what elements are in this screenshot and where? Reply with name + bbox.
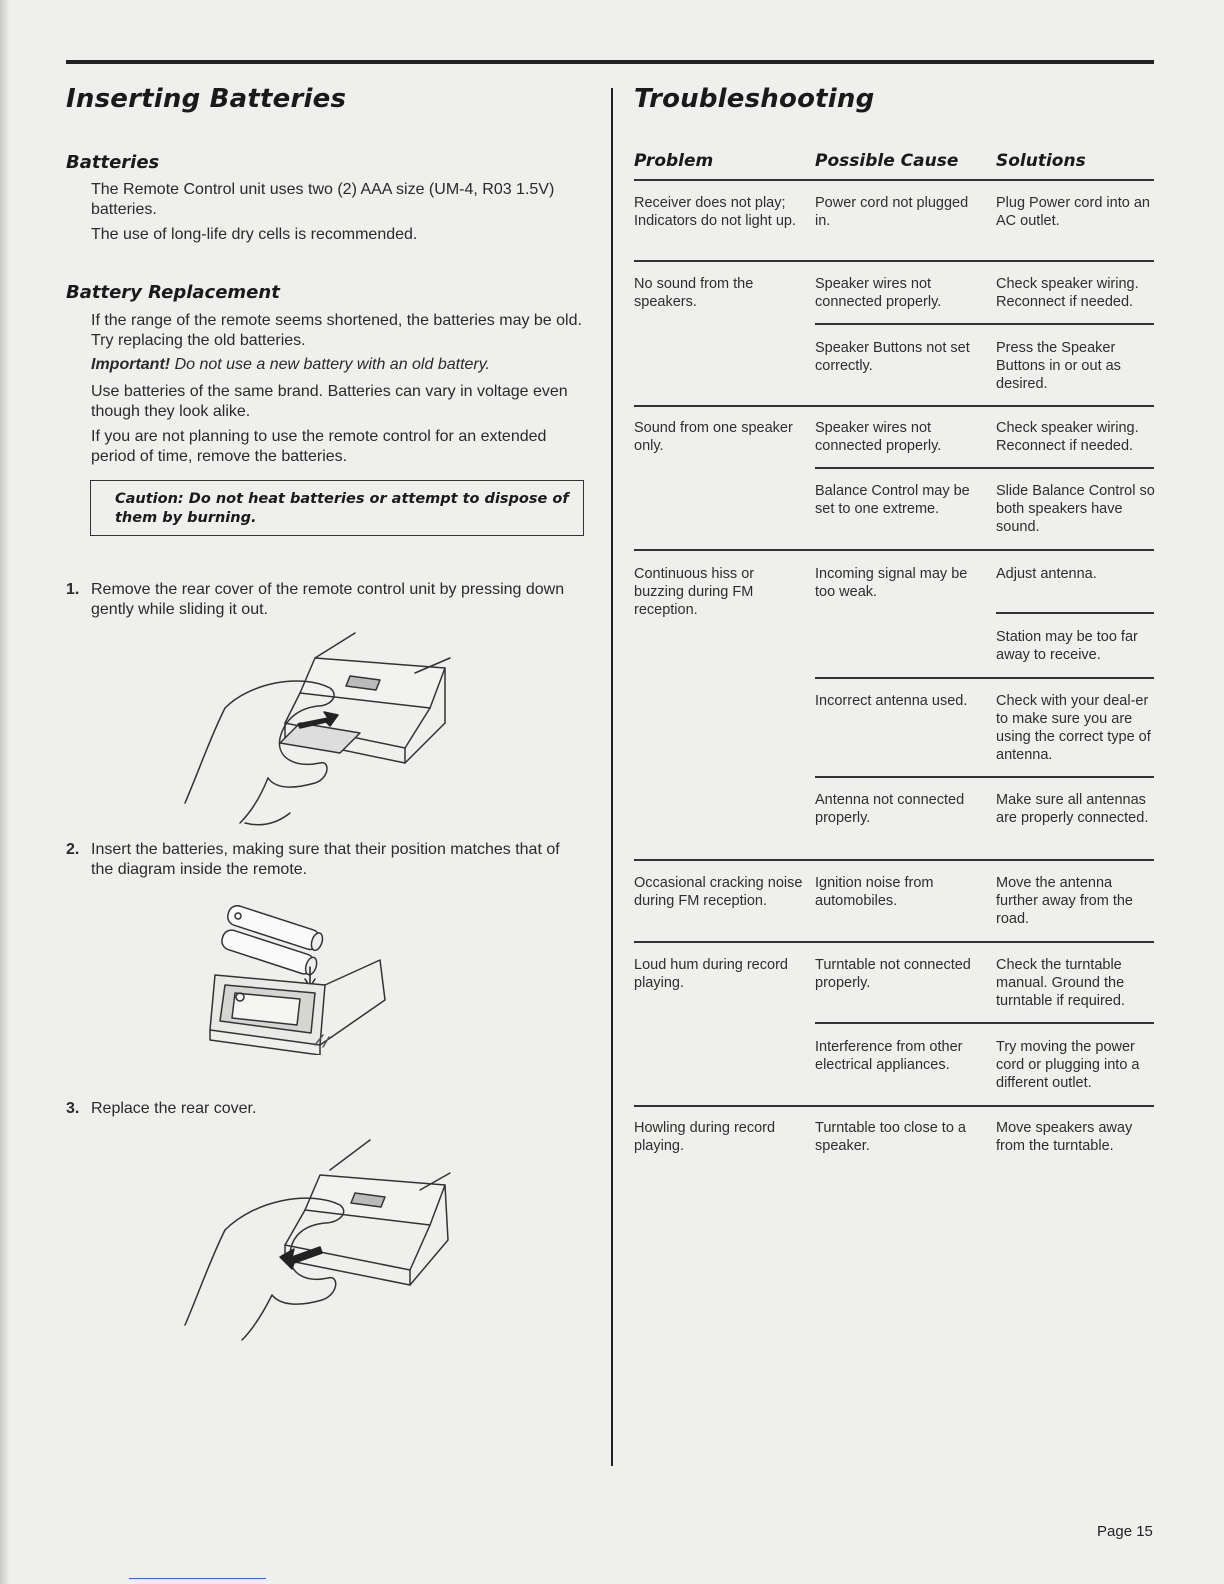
cause-cell: Speaker Buttons not set correctly. (815, 340, 970, 374)
solution-cell: Plug Power cord into an AC outlet. (996, 195, 1150, 229)
top-rule (66, 60, 1154, 64)
replacement-paragraph-1: If the range of the remote seems shortened, the batteries may be old. Try replacing the old batteries. (91, 312, 582, 349)
solution-cell: Adjust antenna. (996, 566, 1097, 582)
hand-sliding-cover-open-icon (180, 628, 460, 828)
row-divider (634, 859, 1154, 861)
cause-cell: Balance Control may be set to one extreme. (815, 483, 970, 517)
cause-cell: Turntable too close to a speaker. (815, 1120, 966, 1154)
cause-cell: Antenna not connected properly. (815, 792, 965, 826)
cause-cell: Speaker wires not connected properly. (815, 276, 942, 310)
header-rule (634, 179, 1154, 181)
sub-row-divider (815, 677, 1154, 679)
solution-cell: Check speaker wiring. Reconnect if needed. (996, 420, 1139, 454)
solution-cell: Move speakers away from the turntable. (996, 1120, 1133, 1154)
header-solutions: Solutions (996, 151, 1086, 171)
sub-row-divider (996, 612, 1154, 614)
cause-cell: Incorrect antenna used. (815, 693, 968, 709)
step-text: Replace the rear cover. (91, 1100, 257, 1117)
sub-row-divider (815, 1022, 1154, 1024)
step-text: Insert the batteries, making sure that their position matches that of the diagram inside the remote. (91, 841, 560, 878)
caution-box (90, 480, 584, 536)
solution-cell: Press the Speaker Buttons in or out as desired. (996, 340, 1121, 392)
step-number: 3. (66, 1100, 80, 1117)
cause-cell: Speaker wires not connected properly. (815, 420, 942, 454)
battery-replacement-heading: Battery Replacement (66, 282, 280, 303)
batteries-paragraph-1: The Remote Control unit uses two (2) AAA size (UM-4, R03 1.5V) batteries. (91, 181, 555, 218)
page-number: Page 15 (1097, 1523, 1153, 1540)
cause-cell: Ignition noise from automobiles. (815, 875, 934, 909)
row-divider (634, 260, 1154, 262)
cause-cell: Turntable not connected properly. (815, 957, 971, 991)
sub-row-divider (815, 467, 1154, 469)
important-note (91, 355, 591, 375)
row-divider (634, 405, 1154, 407)
cause-cell: Power cord not plugged in. (815, 195, 969, 229)
solution-cell: Check the turntable manual. Ground the turntable if required. (996, 957, 1125, 1009)
problem-cell: Receiver does not play; Indicators do not light up. (634, 195, 797, 229)
sub-row-divider (815, 323, 1154, 325)
solution-cell: Slide Balance Control so both speakers have sound. (996, 483, 1155, 535)
problem-cell: Occasional cracking noise during FM reception. (634, 875, 803, 909)
row-divider (634, 549, 1154, 551)
important-label: Important! (91, 356, 171, 373)
step-text: Remove the rear cover of the remote control unit by pressing down gently while sliding it out. (91, 581, 565, 618)
problem-cell: No sound from the speakers. (634, 276, 754, 310)
important-text: Do not use a new battery with an old battery. (174, 356, 490, 373)
solution-cell: Try moving the power cord or plugging into a different outlet. (996, 1039, 1140, 1091)
cause-cell: Interference from other electrical appliances. (815, 1039, 963, 1073)
solution-cell: Check speaker wiring. Reconnect if needed. (996, 276, 1139, 310)
sub-row-divider (815, 776, 1154, 778)
header-possible-cause: Possible Cause (815, 151, 959, 171)
replacement-paragraph-3: If you are not planning to use the remote control for an extended period of time, remove the batteries. (91, 428, 547, 465)
battery-insertion-icon (205, 905, 390, 1055)
inserting-batteries-title: Inserting Batteries (66, 84, 347, 114)
batteries-paragraph-2: The use of long-life dry cells is recommended. (91, 226, 418, 243)
caution-text: Caution: Do not heat batteries or attempt to dispose of them by burning. (115, 491, 569, 526)
troubleshooting-title: Troubleshooting (634, 84, 875, 114)
solution-cell: Station may be too far away to receive. (996, 629, 1138, 663)
column-divider (611, 88, 613, 1466)
header-problem: Problem (634, 151, 714, 171)
problem-cell: Sound from one speaker only. (634, 420, 793, 454)
problem-cell: Howling during record playing. (634, 1120, 776, 1154)
problem-cell: Continuous hiss or buzzing during FM reception. (634, 566, 755, 618)
page-edge-shadow (0, 0, 10, 1584)
step-number: 1. (66, 581, 80, 598)
edge-link-underline (129, 1578, 266, 1579)
solution-cell: Move the antenna further away from the road. (996, 875, 1133, 927)
cause-cell: Incoming signal may be too weak. (815, 566, 968, 600)
hand-sliding-cover-closed-icon (180, 1135, 460, 1350)
problem-cell: Loud hum during record playing. (634, 957, 788, 991)
replacement-paragraph-2: Use batteries of the same brand. Batteries can vary in voltage even though they look alike. (91, 383, 568, 420)
batteries-heading: Batteries (66, 152, 160, 173)
step-number: 2. (66, 841, 80, 858)
row-divider (634, 941, 1154, 943)
solution-cell: Make sure all antennas are properly connected. (996, 792, 1149, 826)
solution-cell: Check with your deal-er to make sure you are using the correct type of antenna. (996, 693, 1151, 763)
row-divider (634, 1105, 1154, 1107)
